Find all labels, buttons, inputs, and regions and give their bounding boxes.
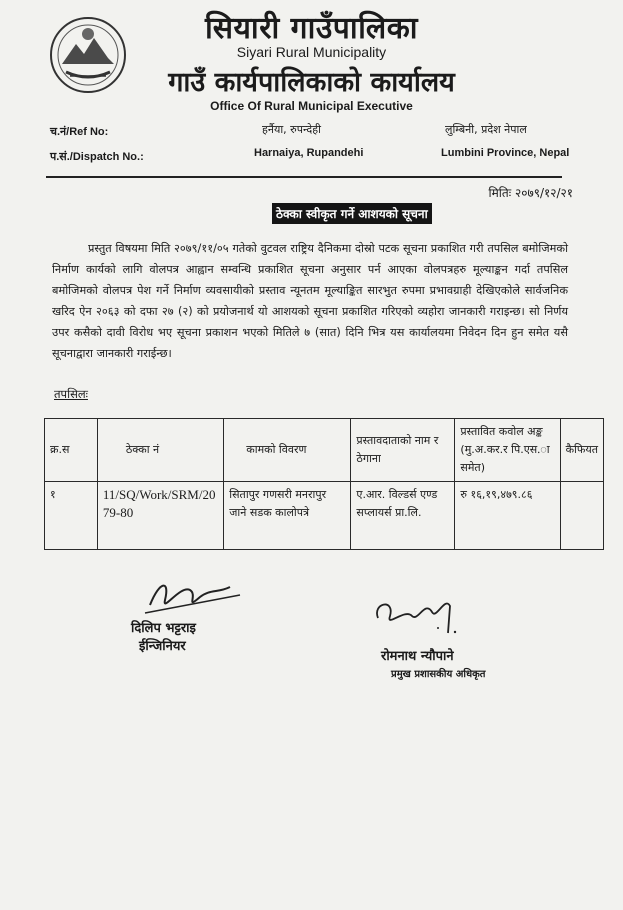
details-label: तपसिलः <box>54 387 88 401</box>
contract-table <box>44 418 604 550</box>
province-english: Lumbini Province, Nepal <box>441 147 570 159</box>
chief-officer-signature <box>370 588 470 643</box>
letter-date: मितिः २०७९/१२/२१ <box>488 186 573 200</box>
organization-name-nepali: सियारी गाउँपालिका <box>204 11 419 46</box>
location-english: Harnaiya, Rupandehi <box>254 147 364 159</box>
notice-body <box>52 238 568 364</box>
column-header-bidder: प्रस्तावदाताको नाम र ठेगाना <box>351 419 455 482</box>
column-header-contract-no: ठेक्का नं <box>97 419 223 482</box>
table-header-row <box>45 419 604 482</box>
notice-title: ठेक्का स्वीकृत गर्ने आशयको सूचना <box>272 203 432 224</box>
cell-contract-no: 11/SQ/Work/SRM/2079-80 <box>97 482 223 550</box>
chief-officer-title: प्रमुख प्रशासकीय अधिकृत <box>391 669 486 680</box>
column-header-bid-amount: प्रस्तावित कवोल अङ्क (मु.अ.कर.र पि.एस.ा समेत) <box>455 419 560 482</box>
location-nepali: हर्नैया, रुपन्देही <box>262 123 321 136</box>
column-header-work-description: कामको विवरण <box>224 419 351 482</box>
cell-serial: १ <box>45 482 98 550</box>
engineer-signature <box>140 575 250 620</box>
header-divider <box>46 176 562 178</box>
table-row <box>45 482 604 550</box>
cell-bid-amount: रु १६,१९,४७९.८६ <box>455 482 560 550</box>
column-header-serial: क्र.स <box>45 419 98 482</box>
engineer-title: ईन्जिनियर <box>139 639 186 654</box>
chief-officer-name: रोमनाथ न्यौपाने <box>381 649 454 664</box>
notice-body-paragraph: प्रस्तुत विषयमा मिति २०७९/११/०५ गतेको वुटवल राष्ट्रिय दैनिकमा दोस्रो पटक सूचना प्रकाशित गरी तपसिल बमोजिमको निर्माण कार्यको लागि वोलपत्र आह्वान सम्वन्धि प्रकाशित सूचना अनुसार पर्न आएका वोलपत्रहरु मूल्याङ्कन गर्दा तपसिल बमोजिमको वोलपत्र पेश गर्ने निर्माण व्यवसायीको प्रस्ताव न्यूनतम मूल्याङ्कित सारभुत रुपमा प्रभावग्राही देखिएकोले सार्वजनिक खरिद ऐन २०६३ को दफा २७ (२) को प्रयोजनार्थ यो आशयको सूचना प्रकाशित गरिएको व्यहोरा जानकारी गराइन्छ। सो निर्णय उपर कसैको दावी विरोध भए सूचना प्रकाशन भएको मितिले ७ (सात) दिनि भित्र यस कार्यालयमा निवेदन दिन हुन समेत यसै सूचनाद्वारा जानकारी गराईन्छ। <box>52 242 568 360</box>
dispatch-number-label: प.सं./Dispatch No.: <box>50 151 144 163</box>
cell-work-description: सितापुर गणसरी मनरापुर जाने सडक कालोपत्रे <box>224 482 351 550</box>
province-nepali: लुम्बिनी, प्रदेश नेपाल <box>445 123 527 136</box>
cell-bidder: ए.आर. विल्डर्स एण्ड सप्लायर्स प्रा.लि. <box>351 482 455 550</box>
office-name-english: Office Of Rural Municipal Executive <box>210 99 413 113</box>
engineer-name: दिलिप भट्टराइ <box>131 621 196 636</box>
reference-number-label: च.नं/Ref No: <box>50 126 109 138</box>
office-name-nepali: गाउँ कार्यपालिकाको कार्यालय <box>168 67 455 98</box>
column-header-remarks: कैफियत <box>560 419 603 482</box>
cell-remarks <box>560 482 603 550</box>
organization-name-english: Siyari Rural Municipality <box>236 44 387 60</box>
